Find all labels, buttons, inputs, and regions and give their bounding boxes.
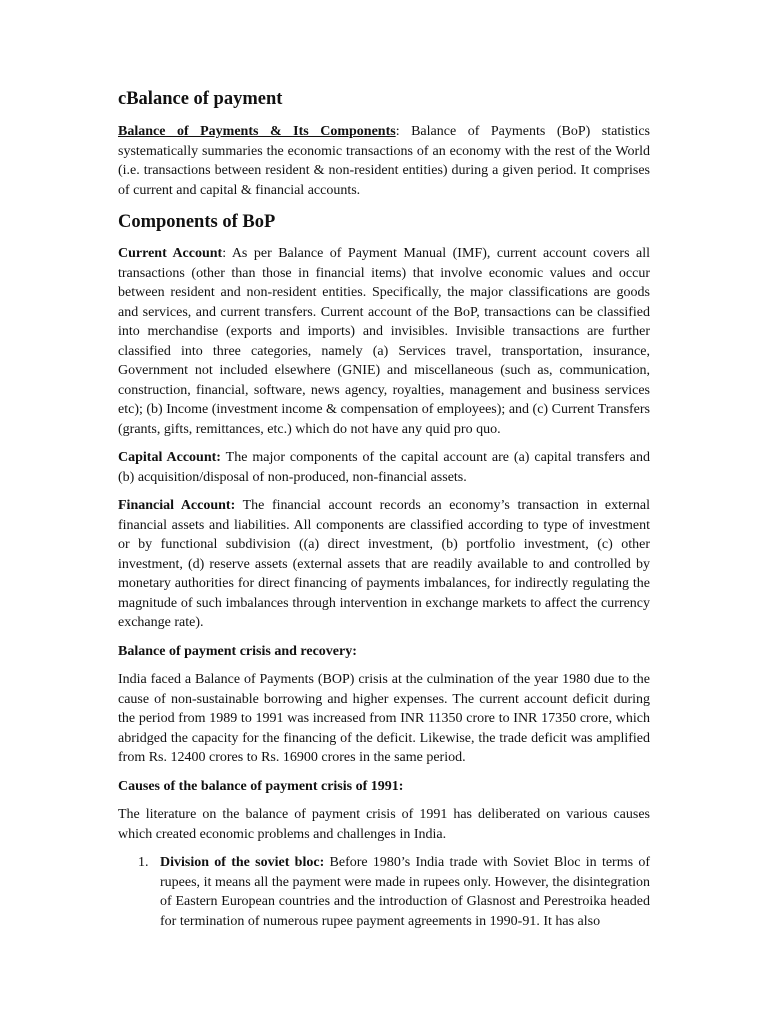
crisis-heading: Balance of payment crisis and recovery: — [118, 643, 357, 659]
components-heading: Components of BoP — [118, 212, 276, 232]
current-account-term: Current Account — [118, 246, 223, 261]
current-account-paragraph — [118, 244, 650, 439]
current-account-text: : As per Balance of Payment Manual (IMF), current account covers all transactions (other than those in financial items) that involve economic values and occur between resident and non-resident entities. Specifically, the major classifications are goods and services, and current transfers. Current account of the BoP, transactions can be classified into merchandise (exports and imports) and invisibles. Invisible transactions are further classified into three categories, namely (a) Services travel, transportation, insurance, Government not included elsewhere (GNIE) and miscellaneous (such as, communication, construction, financial, software, news agency, royalties, management and business services etc); (b) Income (investment income & compensation of employees); and (c) Current Transfers (grants, gifts, remittances, etc.) which do not have any quid pro quo. — [118, 246, 650, 437]
intro-paragraph — [118, 122, 650, 200]
document-page — [118, 86, 650, 931]
intro-term: Balance of Payments & Its Components — [118, 124, 396, 139]
document-title: cBalance of payment — [118, 89, 283, 109]
capital-account-paragraph — [118, 448, 650, 487]
causes-intro-paragraph: The literature on the balance of payment crisis of 1991 has deliberated on various causes which created economic problems and challenges in India. — [118, 807, 650, 842]
list-item-number: 1. — [138, 855, 149, 870]
causes-heading: Causes of the balance of payment crisis of 1991: — [118, 778, 404, 794]
financial-account-term: Financial Account: — [118, 498, 236, 513]
capital-account-term: Capital Account: — [118, 450, 221, 465]
capital-account-text: The major components of the capital account are (a) capital transfers and (b) acquisition/disposal of non-produced, non-financial assets. — [118, 450, 651, 485]
financial-account-paragraph — [118, 496, 650, 633]
cause-text: Before 1980’s India trade with Soviet Bloc in terms of rupees, it means all the payment were made in rupees only. However, the disintegration of Eastern European countries and the introduction of Glasnost and Perestroika headed for termination of numerous rupee payment agreements in 1990-91. It has also — [160, 855, 650, 929]
crisis-paragraph: India faced a Balance of Payments (BOP) crisis at the culmination of the year 1980 due to the cause of non-sustainable borrowing and higher expenses. The current account deficit during the period from 1989 to 1991 was increased from INR 11350 crore to INR 17350 crore, which abridged the capacity for the financing of the deficit. Likewise, the trade deficit was amplified from Rs. 12400 crores to Rs. 16900 crores in the same period. — [118, 672, 650, 765]
cause-term: Division of the soviet bloc: — [160, 855, 325, 870]
list-item — [118, 853, 650, 931]
intro-text: : Balance of Payments (BoP) statistics systematically summaries the economic transactions of an economy with the rest of the World (i.e. transactions between resident & non-resident entities) during a given period. It comprises of current and capital & financial accounts. — [118, 124, 651, 198]
financial-account-text: The financial account records an economy’s transaction in external financial assets and liabilities. All components are classified according to type of investment or by functional subdivision ((a) direct investment, (b) portfolio investment, (c) other investment, (d) reserve assets (external assets that are readily available to and controlled by monetary authorities for direct financing of payments imbalances, for indirectly regulating the magnitude of such imbalances through intervention in exchange markets to affect the currency exchange rate). — [118, 498, 651, 630]
causes-list — [118, 853, 650, 931]
